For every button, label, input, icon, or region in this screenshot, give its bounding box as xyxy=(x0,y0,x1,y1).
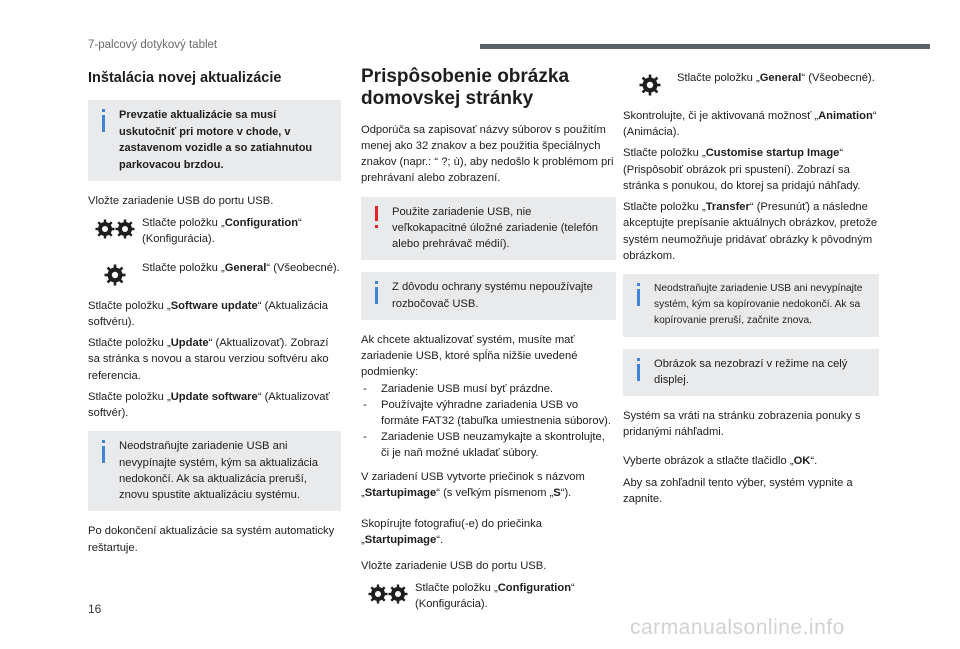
copy-photos-text: Skopírujte fotografiu(-e) do priečinka „Startupimage“. xyxy=(361,518,542,547)
configuration-icon xyxy=(88,215,142,239)
restart-system-text: Aby sa zohľadnil tento výber, systém vypnite a zapnite. xyxy=(623,476,853,505)
page-header-title: 7-palcový dotykový tablet xyxy=(88,39,218,51)
insert-usb-text: Vložte zariadenie USB do portu USB. xyxy=(361,559,547,572)
step-configuration xyxy=(361,580,616,612)
list-item: - Používajte výhradne zariadenia USB vo formáte FAT32 (tabuľka umiestnenia súborov). xyxy=(361,397,616,429)
hub-note-box xyxy=(361,272,616,319)
warning-note-box xyxy=(88,100,341,181)
customise-startup-text: Stlačte položku „Customise startup Image“ (Prispôsobiť obrázok pri spustení). Zobrazí sa stránka s ponukou, do ktorej sa pridajú náhľady. xyxy=(623,147,861,192)
restart-text: Po dokončení aktualizácie sa systém automaticky reštartuje. xyxy=(88,525,335,554)
info-note-text: Neodstraňujte zariadenie USB ani nevypínajte systém, kým sa aktualizácia nedokončí. Ak sa aktualizácia preruší, znovu spustite aktualizáciu systému. xyxy=(119,440,318,502)
animation-check-text: Skontrolujte, či je aktivovaná možnosť „Animation“ (Animácia). xyxy=(623,110,877,139)
info-marker-icon xyxy=(372,281,381,305)
column-installation xyxy=(88,66,341,561)
info-marker-icon xyxy=(634,283,643,307)
warning-marker-icon xyxy=(372,206,381,230)
fullscreen-note-box xyxy=(623,349,879,396)
watermark: carmanualsonline.info xyxy=(630,616,845,639)
column-continued xyxy=(623,70,879,512)
return-text: Systém sa vráti na stránku zobrazenia ponuky s pridanými náhľadmi. xyxy=(623,410,861,439)
update-text: Stlačte položku „Update“ (Aktualizovať). Zobrazí sa stránka s novou a starou verziou softvéru ako referencia. xyxy=(88,337,329,382)
info-note-box xyxy=(88,431,341,511)
list-item: - Zariadenie USB neuzamykajte a skontrolujte, či je naň možné ukladať súbory. xyxy=(361,429,616,461)
section-heading-home-image: Prispôsobenie obrázka domovskej stránky xyxy=(361,66,570,109)
step-configuration xyxy=(88,215,341,247)
error-note-text: Použite zariadenie USB, nie veľkokapacitné úložné zariadenie (telefón alebo prehrávač médií). xyxy=(392,205,599,251)
general-settings-icon xyxy=(88,260,142,286)
error-note-box xyxy=(361,197,616,261)
info-marker-icon xyxy=(99,109,108,133)
update-software-text: Stlačte položku „Update software“ (Aktualizovať softvér). xyxy=(88,390,330,420)
create-folder-text: V zariadení USB vytvorte priečinok s názvom „Startupimage“ (s veľkým písmenom „S“). xyxy=(361,470,585,499)
page-number: 16 xyxy=(88,602,102,616)
step-general-text: Stlačte položku „General“ (Všeobecné). xyxy=(677,72,875,84)
fullscreen-note-text: Obrázok sa nezobrazí v režime na celý displej. xyxy=(654,357,848,386)
step-configuration-text: Stlačte položku „Configuration“ (Konfigurácia). xyxy=(142,217,302,246)
general-settings-icon xyxy=(623,70,677,96)
step-configuration-text: Stlačte položku „Configuration“ (Konfigurácia). xyxy=(415,581,575,611)
transfer-text: Stlačte položku „Transfer“ (Presunúť) a následne akceptujte prepísanie aktuálnych obrázkov, pretože systém neumožňuje pridávať obrázky k pôvodným obrázkom. xyxy=(623,201,878,262)
insert-usb-text: Vložte zariadenie USB do portu USB. xyxy=(88,195,274,207)
warning-note-text: Prevzatie aktualizácie sa musí uskutočniť pri motore v chode, v zastavenom vozidle a so zatiahnutou parkovacou brzdou. xyxy=(119,109,313,171)
select-image-text: Vyberte obrázok a stlačte tlačidlo „OK“. xyxy=(623,455,818,468)
step-general-text: Stlačte položku „General“ (Všeobecné). xyxy=(142,261,340,274)
info-marker-icon xyxy=(634,358,643,382)
copy-note-box xyxy=(623,274,879,336)
list-item: - Zariadenie USB musí byť prázdne. xyxy=(361,381,616,397)
conditions-list xyxy=(361,381,616,462)
step-general xyxy=(623,70,879,96)
section-heading-installation: Inštalácia novej aktualizácie xyxy=(88,70,282,86)
filename-advice-text: Odporúča sa zapisovať názvy súborov s použitím menej ako 32 znakov a bez použitia špeciálnych znakov (napr.: “ ?; ù), aby nedošlo k problémom pri prehrávaní alebo zobrazení. xyxy=(361,123,614,185)
info-marker-icon xyxy=(99,440,108,464)
header-bar xyxy=(480,44,930,49)
conditions-text: Ak chcete aktualizovať systém, musíte mať zariadenie USB, ktoré spĺňa nižšie uvedené podmienky: xyxy=(361,333,578,379)
hub-note-text: Z dôvodu ochrany systému nepoužívajte rozbočovač USB. xyxy=(392,281,593,310)
column-home-image xyxy=(361,66,616,624)
copy-note-text: Neodstraňujte zariadenie USB ani nevypínajte systém, kým sa kopírovanie nedokončí. Ak sa kopírovanie preruší, začnite znova. xyxy=(654,283,863,326)
software-update-text: Stlačte položku „Software update“ (Aktualizácia softvéru). xyxy=(88,299,329,328)
configuration-icon xyxy=(361,580,415,604)
step-general xyxy=(88,260,341,286)
